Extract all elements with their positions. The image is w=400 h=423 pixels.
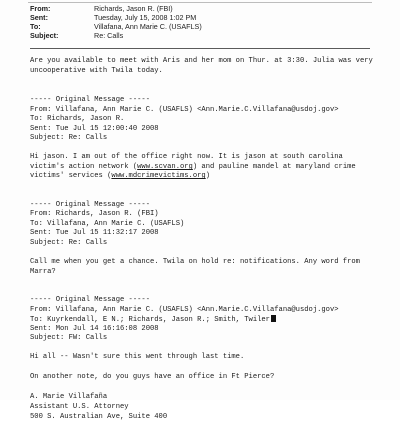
- header-to-value: Villafana, Ann Marie C. (USAFLS): [94, 22, 202, 31]
- msg1-line-2-pre: victim's action network (: [30, 163, 138, 171]
- msg3-line-2: On another note, do you guys have an office in Ft Pierce?: [30, 373, 275, 381]
- redaction-block: [271, 315, 276, 322]
- intro-line-2: uncooperative with Twila today.: [30, 67, 163, 75]
- msg1-from: From: Villafana, Ann Marie C. (USAFLS) <Ann.Marie.C.Villafana@usdoj.gov>: [30, 106, 339, 114]
- header-to-label: To:: [30, 22, 41, 31]
- msg3-to-text: To: Kuyrkendall, E N.; Richards, Jason R.; Smith, Twiler: [30, 316, 270, 324]
- msg3-sig-3: 500 S. Australian Ave, Suite 400: [30, 413, 168, 421]
- header-sent-value: Tuesday, July 15, 2008 1:02 PM: [94, 13, 197, 22]
- msg1-line-2-post: ) and pauline mandel at maryland crime: [192, 163, 356, 171]
- scan-top-rule: [28, 2, 372, 3]
- msg2-sent: Sent: Tue Jul 15 11:32:17 2008: [30, 229, 159, 237]
- header-sent-label: Sent:: [30, 13, 48, 22]
- msg1-to: To: Richards, Jason R.: [30, 115, 125, 123]
- header-from-label: From:: [30, 4, 51, 13]
- msg2-to: To: Villafana, Ann Marie C. (USAFLS): [30, 220, 185, 228]
- msg2-from: From: Richards, Jason R. (FBI): [30, 210, 159, 218]
- msg2-line-1: Call me when you get a chance. Twila on hold re: notifications. Any word from: [30, 258, 360, 266]
- msg2-subject: Subject: Re: Calls: [30, 239, 108, 247]
- intro-line-1: Are you available to meet with Aris and her mom on Thur. at 3:30. Julia was very: [30, 57, 373, 65]
- msg3-sig-2: Assistant U.S. Attorney: [30, 403, 129, 411]
- msg3-line-1: Hi all -- Wasn't sure this went through last time.: [30, 353, 245, 361]
- header-from-value: Richards, Jason R. (FBI): [94, 4, 173, 13]
- msg3-sig-1: A. Marie Villafaña: [30, 393, 108, 401]
- header-subject-label: Subject:: [30, 31, 59, 40]
- mdcrimevictims-link[interactable]: www.mdcrimevictims.org: [111, 172, 206, 180]
- msg3-to: [30, 315, 276, 326]
- msg3-divider: ----- Original Message -----: [30, 296, 150, 304]
- msg1-line-1: Hi jason. I am out of the office right now. It is jason at south carolina: [30, 153, 343, 161]
- msg1-divider: ----- Original Message -----: [30, 96, 150, 104]
- msg1-line-3-post: ): [205, 172, 210, 180]
- header-subject-value: Re: Calls: [94, 31, 124, 40]
- msg1-subject: Subject: Re: Calls: [30, 134, 108, 142]
- scvan-link[interactable]: www.scvan.org: [137, 163, 193, 171]
- msg1-sent: Sent: Tue Jul 15 12:00:40 2008: [30, 125, 159, 133]
- msg3-subject: Subject: FW: Calls: [30, 334, 108, 342]
- msg1-line-3: [30, 172, 210, 182]
- msg2-line-2: Marra?: [30, 268, 56, 276]
- msg2-divider: ----- Original Message -----: [30, 201, 150, 209]
- header-divider: [30, 48, 370, 49]
- msg1-line-3-pre: victims' services (: [30, 172, 112, 180]
- msg3-from: From: Villafana, Ann Marie C. (USAFLS) <Ann.Marie.C.Villafana@usdoj.gov>: [30, 306, 339, 314]
- msg3-sent: Sent: Mon Jul 14 16:16:08 2008: [30, 325, 159, 333]
